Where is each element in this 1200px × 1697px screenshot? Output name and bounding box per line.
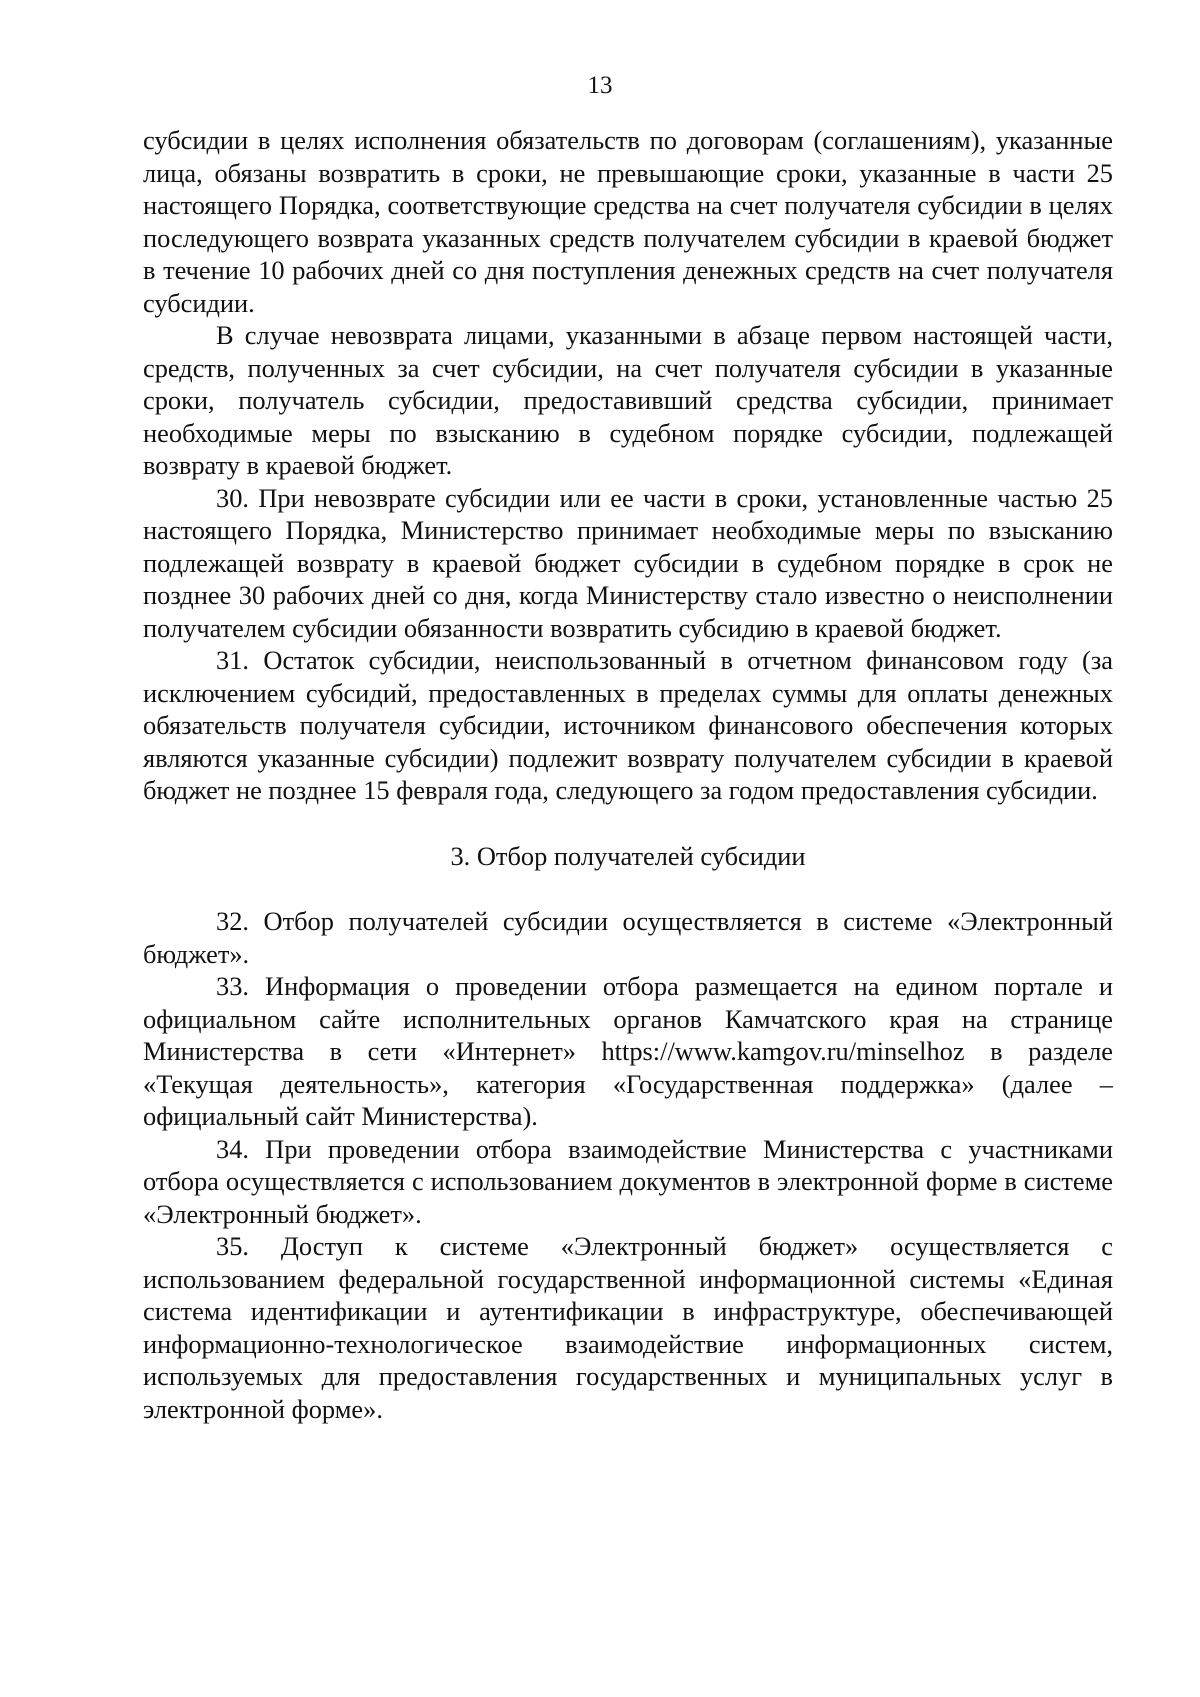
paragraph-item-31: 31. Остаток субсидии, неиспользованный в отчетном финансовом году (за исключением субсидий, предоставленных в пределах суммы для оплаты денежных обязательств получателя субсидии, источником финансового обеспечения которых являются указанные субсидии) подлежит возврату получателем субсидии в краевой бюджет не позднее 15 февраля года, следующего за годом предоставления субсидии. bbox=[143, 645, 1113, 805]
paragraph-item-30: 30. При невозврате субсидии или ее части в сроки, установленные частью 25 настоящего Порядка, Министерство принимает необходимые меры по взысканию подлежащей возврату в краевой бюджет субсидии в судебном порядке в срок не позднее 30 рабочих дней со дня, когда Министерству стало известно о неисполнении получателем субсидии обязанности возвратить субсидию в краевой бюджет. bbox=[143, 482, 1113, 643]
paragraph-item-35: 35. Доступ к системе «Электронный бюджет» осуществляется с использованием федеральной государственной информационной системы «Единая система идентификации и аутентификации в инфраструктуре, обеспечивающей информационно-технологическое взаимодействие информационных систем, используемых для предоставления государственных и муниципальных услуг в электронной форме». bbox=[143, 1231, 1113, 1424]
paragraph-item-32: 32. Отбор получателей субсидии осуществляется в системе «Электронный бюджет». bbox=[143, 906, 1113, 969]
paragraph-item-34: 34. При проведении отбора взаимодействие Министерства с участниками отбора осуществляется с использованием документов в электронной форме в системе «Электронный бюджет». bbox=[143, 1133, 1113, 1229]
document-body bbox=[143, 124, 1113, 1425]
page-number: 13 bbox=[587, 72, 613, 99]
section-title: 3. Отбор получателей субсидии bbox=[450, 840, 806, 871]
paragraph-item-33: 33. Информация о проведении отбора размещается на едином портале и официальном сайте исполнительных органов Камчатского края на странице Министерства в сети «Интернет» https://www.kamgov.ru/minselhoz в разделе «Текущая деятельность», категория «Государственная поддержка» (далее – официальный сайт Министерства). bbox=[143, 971, 1113, 1131]
paragraph-continuation: субсидии в целях исполнения обязательств по договорам (соглашениям), указанные лица, обязаны возвратить в сроки, не превышающие сроки, указанные в части 25 настоящего Порядка, соответствующие средства на счет получателя субсидии в целях последующего возврата указанных средств получателем субсидии в краевой бюджет в течение 10 рабочих дней со дня поступления денежных средств на счет получателя субсидии. bbox=[143, 125, 1113, 318]
paragraph-nonreturn-case: В случае невозврата лицами, указанными в абзаце первом настоящей части, средств, полученных за счет субсидии, на счет получателя субсидии в указанные сроки, получатель субсидии, предоставивший средства субсидии, принимает необходимые меры по взысканию в судебном порядке субсидии, подлежащей возврату в краевой бюджет. bbox=[143, 320, 1113, 480]
